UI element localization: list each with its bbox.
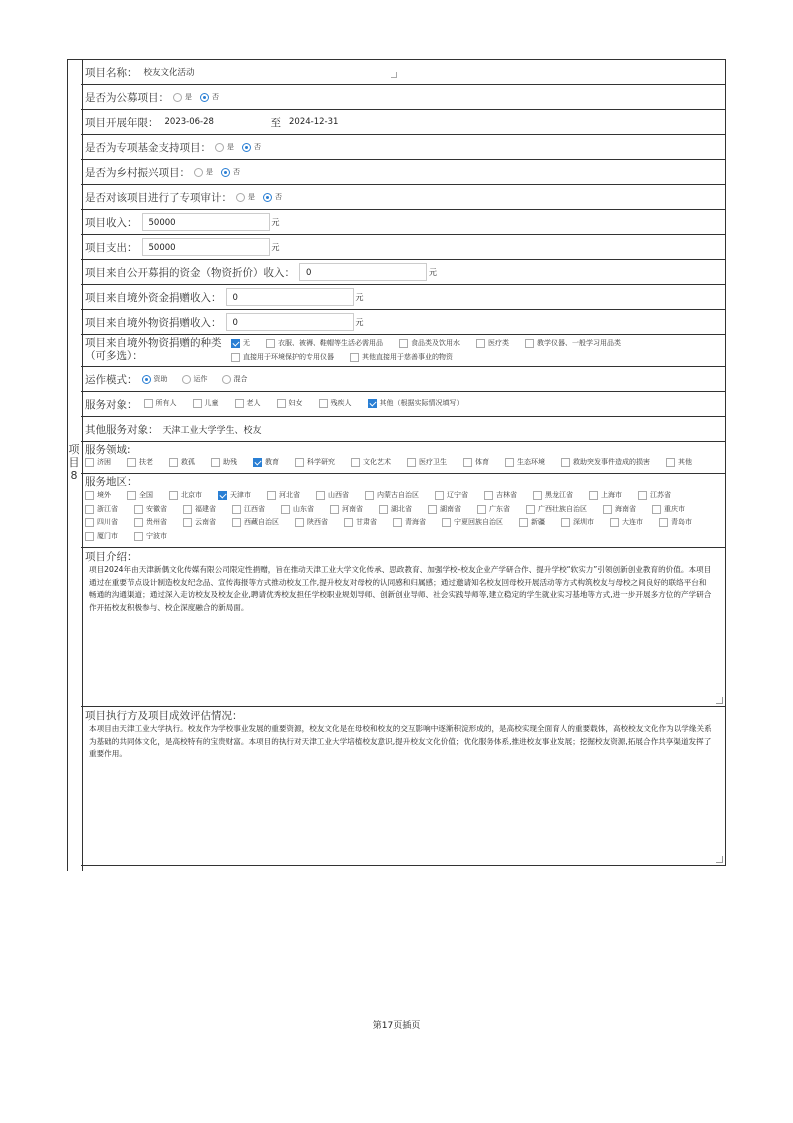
service-domain-checkbox[interactable] <box>169 458 178 467</box>
service-region-checkbox[interactable] <box>85 518 94 527</box>
service-region-option[interactable] <box>471 503 514 517</box>
service-region-option-label: 贵州省 <box>146 518 167 526</box>
service-target-option-label: 残疾人 <box>330 399 352 408</box>
goods-type-option[interactable] <box>225 337 254 351</box>
expense-label: 项目支出： <box>85 241 138 254</box>
service-region-option-label: 大连市 <box>622 518 643 526</box>
service-region-option-label: 湖北省 <box>391 504 412 513</box>
service-region-option[interactable] <box>646 503 689 517</box>
operation-mode-option-label: 混合 <box>233 375 248 383</box>
service-target-row <box>81 392 725 417</box>
project-index-label: 项 目 8 <box>68 443 80 482</box>
service-region-option[interactable] <box>226 503 269 517</box>
service-target-option[interactable] <box>229 397 265 411</box>
rural-yes-label: 是 <box>206 168 213 176</box>
project-intro-textarea[interactable]: 项目2024年由天津新偶文化传媒有限公司限定性捐赠，旨在推动天津工业大学文化传承、思政教育、加强学校-校友企业产学研合作、提升学校“软实力”引领创新创业教育的价值。本项目通过在重要节点设计制造校友纪念品、宣传海报等方式推动校友工作,提升校友对母校的认同感和归属感；通过邀请知名校友回母校开展活动等方式构筑校友与母校之间良好的联络平台和畅通的沟通渠道；通过深入走访校友及校友企业,聘请优秀校友担任学校职业规划导师、创新创业导师、社会实践导师等,建立稳定的学生就业实习基地等方式,进一步开展多方位的产学研合作开拓校友积极参与、校企深度融合的新局面。 <box>89 565 712 612</box>
service-region-checkbox[interactable] <box>533 491 542 500</box>
service-domain-checkbox[interactable] <box>127 458 136 467</box>
goods-type-checkbox[interactable] <box>525 339 534 348</box>
operation-mode-options <box>138 373 258 385</box>
service-target-option-label: 其他（根据实际情况填写） <box>379 399 464 408</box>
operation-mode-row <box>81 367 725 392</box>
eval-resize-handle-icon[interactable] <box>716 856 723 863</box>
service-region-checkbox[interactable] <box>183 518 192 527</box>
service-region-option-label: 内蒙古自治区 <box>377 491 419 499</box>
service-domain-option[interactable] <box>81 456 115 470</box>
service-region-option-label: 西藏自治区 <box>244 518 279 526</box>
audit-no-label: 否 <box>275 193 282 201</box>
audit-label: 是否对该项目进行了专项审计： <box>85 191 232 204</box>
service-region-checkbox[interactable] <box>435 491 444 500</box>
service-region-option-label: 天津市 <box>230 491 251 499</box>
service-target-label: 服务对象： <box>85 398 138 411</box>
intro-resize-handle-icon[interactable] <box>716 697 723 704</box>
special-audit-row <box>81 185 725 210</box>
service-domain-checkbox[interactable] <box>666 458 675 467</box>
service-region-option-label: 山西省 <box>328 491 349 499</box>
service-region-line-1 <box>81 489 725 503</box>
service-region-option-label: 青海省 <box>405 518 426 526</box>
service-region-line-3 <box>81 516 725 530</box>
service-domain-option-label: 救孤 <box>181 458 195 466</box>
expense-unit: 元 <box>271 242 280 252</box>
goods-type-option[interactable] <box>225 351 338 365</box>
goods-type-line-2 <box>225 351 631 365</box>
service-region-option[interactable] <box>632 489 675 503</box>
service-region-option-label: 重庆市 <box>664 504 685 513</box>
service-region-option[interactable] <box>555 516 598 530</box>
service-region-checkbox[interactable] <box>589 491 598 500</box>
service-region-option-label: 安徽省 <box>146 504 167 513</box>
income-unit: 元 <box>271 217 280 227</box>
service-region-checkbox[interactable] <box>85 532 94 541</box>
service-region-checkbox[interactable] <box>638 491 647 500</box>
service-region-option-label: 全国 <box>139 491 153 499</box>
service-region-checkbox[interactable] <box>316 491 325 500</box>
public-income-unit: 元 <box>429 267 437 277</box>
service-region-option[interactable] <box>478 489 521 503</box>
service-region-checkbox[interactable] <box>232 518 241 527</box>
income-input[interactable]: 50000 <box>142 213 270 231</box>
overseas-fund-row <box>81 285 725 310</box>
goods-type-option[interactable] <box>519 337 625 351</box>
service-domain-checkbox[interactable] <box>463 458 472 467</box>
other-target-value[interactable]: 天津工业大学学生、校友 <box>162 425 262 436</box>
service-region-checkbox[interactable] <box>379 505 388 514</box>
service-region-checkbox[interactable] <box>393 518 402 527</box>
service-target-option-label: 老人 <box>246 399 261 408</box>
service-region-option-label: 新疆 <box>531 518 545 526</box>
service-region-option-label: 厦门市 <box>97 531 118 540</box>
project-period-label: 项目开展年限： <box>85 116 159 129</box>
expense-row <box>81 235 725 260</box>
service-domain-option[interactable] <box>289 456 339 470</box>
overseas-goods-unit: 元 <box>355 317 364 327</box>
income-label: 项目收入： <box>85 216 138 229</box>
service-region-checkbox[interactable] <box>295 518 304 527</box>
service-region-checkbox[interactable] <box>85 491 94 500</box>
service-target-option-label: 儿童 <box>204 399 219 408</box>
service-region-option[interactable] <box>359 489 423 503</box>
service-region-option[interactable] <box>653 516 696 530</box>
service-region-option-label: 福建省 <box>195 504 216 513</box>
service-target-option-label: 妇女 <box>288 399 303 408</box>
public-fundraising-row <box>81 85 725 110</box>
service-region-checkbox[interactable] <box>652 505 661 514</box>
public-no-label: 否 <box>212 93 219 101</box>
service-domain-checkbox[interactable] <box>505 458 514 467</box>
service-target-checkbox[interactable] <box>319 399 328 408</box>
service-target-checkbox[interactable] <box>368 399 377 408</box>
service-region-checkbox[interactable] <box>561 518 570 527</box>
service-domain-option[interactable] <box>660 456 696 470</box>
special-fund-row <box>81 135 725 160</box>
service-domain-option[interactable] <box>345 456 395 470</box>
service-region-option-label: 浙江省 <box>97 504 118 513</box>
audit-yes-radio[interactable] <box>236 193 245 202</box>
service-region-option[interactable] <box>81 489 115 503</box>
service-region-option[interactable] <box>128 516 171 530</box>
service-domain-option-label: 其他 <box>678 458 692 466</box>
service-region-checkbox[interactable] <box>330 505 339 514</box>
service-domain-option[interactable] <box>457 456 493 470</box>
service-region-option-label: 宁波市 <box>146 531 167 540</box>
goods-type-option[interactable] <box>470 337 513 351</box>
project-name-label: 项目名称： <box>85 66 138 79</box>
page-footer: 第17页插页 <box>372 1021 421 1031</box>
service-region-option-label: 辽宁省 <box>447 491 468 499</box>
goods-type-options <box>225 337 631 364</box>
overseas-goods-row <box>81 310 725 335</box>
goods-type-checkbox[interactable] <box>350 353 359 362</box>
service-region-checkbox[interactable] <box>477 505 486 514</box>
service-target-option[interactable] <box>271 397 307 411</box>
project-name-value[interactable]: 校友文化活动 <box>143 68 195 78</box>
service-domain-option[interactable] <box>121 456 157 470</box>
service-region-checkbox[interactable] <box>169 491 178 500</box>
special-fund-label: 是否为专项基金支持项目： <box>85 141 211 154</box>
expense-input[interactable]: 50000 <box>142 238 270 256</box>
service-domain-option-label: 助残 <box>223 458 237 466</box>
service-region-option-label: 江西省 <box>244 504 265 513</box>
service-region-option[interactable] <box>81 516 122 530</box>
service-region-line-2 <box>81 503 725 517</box>
audit-yes-label: 是 <box>248 193 255 201</box>
service-region-checkbox[interactable] <box>610 518 619 527</box>
goods-type-option-label: 教学仪器、一般学习用品类 <box>537 339 621 347</box>
service-region-option-label: 河北省 <box>279 491 300 499</box>
operation-mode-radio[interactable] <box>222 375 231 384</box>
rural-yes-radio[interactable] <box>194 168 203 177</box>
goods-type-row <box>81 335 725 367</box>
service-target-checkbox[interactable] <box>144 399 153 408</box>
project-eval-label: 项目执行方及项目成效评估情况： <box>85 710 243 722</box>
fund-no-label: 否 <box>254 143 261 151</box>
service-region-option-label: 青岛市 <box>671 518 692 526</box>
service-region-option[interactable] <box>212 489 255 503</box>
service-domain-option[interactable] <box>555 456 654 470</box>
service-region-row <box>81 474 725 548</box>
overseas-fund-input[interactable]: 0 <box>226 288 354 306</box>
service-region-option[interactable] <box>373 503 416 517</box>
service-region-option[interactable] <box>338 516 381 530</box>
other-target-label: 其他服务对象： <box>85 423 159 436</box>
service-domain-option-label: 生态环境 <box>517 458 545 466</box>
service-region-checkbox[interactable] <box>428 505 437 514</box>
project-intro-label: 项目介绍： <box>85 551 138 563</box>
service-region-option-label: 北京市 <box>181 491 202 499</box>
service-domain-option[interactable] <box>205 456 241 470</box>
goods-type-label: 项目来自境外物资捐赠的种类 <box>85 337 222 349</box>
service-target-option[interactable] <box>187 397 223 411</box>
service-region-option-label: 境外 <box>97 491 111 499</box>
service-region-label: 服务地区： <box>85 476 138 488</box>
goods-type-label-block <box>85 337 225 363</box>
service-region-option-label: 陕西省 <box>307 518 328 526</box>
service-region-option-label: 广东省 <box>489 504 510 513</box>
service-domain-checkbox[interactable] <box>85 458 94 467</box>
public-income-label: 项目来自公开募捐的资金（物资折价）收入： <box>85 266 295 279</box>
service-target-option[interactable] <box>362 397 468 411</box>
overseas-goods-label: 项目来自境外物资捐赠收入： <box>85 316 222 329</box>
service-region-checkbox[interactable] <box>365 491 374 500</box>
service-target-options <box>138 397 474 411</box>
service-region-checkbox[interactable] <box>218 491 227 500</box>
operation-mode-option[interactable] <box>178 373 212 385</box>
service-region-option[interactable] <box>583 489 626 503</box>
end-date-field[interactable]: 2024-12-31 <box>289 117 339 127</box>
service-domain-option[interactable] <box>499 456 549 470</box>
service-region-option[interactable] <box>177 503 220 517</box>
service-region-checkbox[interactable] <box>134 505 143 514</box>
operation-mode-radio[interactable] <box>182 375 191 384</box>
fund-yes-label: 是 <box>227 143 234 151</box>
other-target-row <box>81 417 725 442</box>
service-region-option[interactable] <box>387 516 430 530</box>
goods-type-hint: （可多选）： <box>85 350 143 362</box>
service-region-option-label: 上海市 <box>601 491 622 499</box>
public-yes-label: 是 <box>185 93 192 101</box>
rural-no-radio[interactable] <box>221 168 230 177</box>
rural-no-label: 否 <box>233 168 240 176</box>
service-domain-option-label: 文化艺术 <box>363 458 391 466</box>
service-region-option-label: 四川省 <box>97 518 118 526</box>
service-region-option[interactable] <box>128 530 171 544</box>
service-region-option-label: 海南省 <box>615 504 636 513</box>
service-domain-checkbox[interactable] <box>295 458 304 467</box>
service-target-checkbox[interactable] <box>235 399 244 408</box>
service-domain-checkbox[interactable] <box>253 458 262 467</box>
start-date-field[interactable]: 2023-06-28 <box>164 117 214 127</box>
service-region-option-label: 宁夏回族自治区 <box>454 518 503 526</box>
operation-mode-radio[interactable] <box>142 375 151 384</box>
goods-type-option-label: 其他直接用于慈善事业的物资 <box>362 352 453 361</box>
goods-type-option-label: 医疗类 <box>488 339 509 347</box>
service-target-checkbox[interactable] <box>193 399 202 408</box>
service-domain-option[interactable] <box>163 456 199 470</box>
goods-type-option-label: 食品类及饮用水 <box>411 339 460 347</box>
service-region-checkbox[interactable] <box>267 491 276 500</box>
resize-handle-icon[interactable] <box>391 72 397 78</box>
service-region-checkbox[interactable] <box>603 505 612 514</box>
overseas-fund-label: 项目来自境外资金捐赠收入： <box>85 291 222 304</box>
service-domain-option-label: 扶老 <box>139 458 153 466</box>
service-region-option-label: 深圳市 <box>573 518 594 526</box>
service-region-line-4 <box>81 530 725 544</box>
service-domain-option-label: 医疗卫生 <box>419 458 447 466</box>
service-region-checkbox[interactable] <box>127 491 136 500</box>
goods-type-checkbox[interactable] <box>266 339 275 348</box>
service-domain-checkbox[interactable] <box>407 458 416 467</box>
service-domain-option-label: 济困 <box>97 458 111 466</box>
income-row <box>81 210 725 235</box>
goods-type-checkbox[interactable] <box>231 353 240 362</box>
service-region-option[interactable] <box>310 489 353 503</box>
goods-type-option[interactable] <box>344 351 457 365</box>
service-region-checkbox[interactable] <box>134 518 143 527</box>
service-target-option[interactable] <box>313 397 356 411</box>
service-domain-option-label: 体育 <box>475 458 489 466</box>
project-form <box>67 59 726 866</box>
service-region-option-label: 云南省 <box>195 518 216 526</box>
operation-mode-option[interactable] <box>218 373 252 385</box>
service-region-option[interactable] <box>520 503 591 517</box>
project-period-row <box>81 110 725 135</box>
goods-type-checkbox[interactable] <box>399 339 408 348</box>
goods-type-option[interactable] <box>393 337 464 351</box>
service-region-option-label: 湖南省 <box>440 504 461 513</box>
goods-type-option-label: 衣服、被褥、鞋帽等生活必需用品 <box>278 339 383 347</box>
service-domain-option[interactable] <box>401 456 451 470</box>
goods-type-checkbox[interactable] <box>476 339 485 348</box>
service-region-checkbox[interactable] <box>659 518 668 527</box>
service-domain-checkbox[interactable] <box>561 458 570 467</box>
goods-type-option-label: 无 <box>243 339 250 347</box>
service-region-option[interactable] <box>226 516 283 530</box>
service-region-option-label: 广西壮族自治区 <box>538 504 587 513</box>
service-domain-options <box>81 456 725 470</box>
service-region-checkbox[interactable] <box>484 491 493 500</box>
operation-mode-option[interactable] <box>138 373 172 385</box>
operation-mode-option-label: 资助 <box>153 375 168 383</box>
service-region-option[interactable] <box>289 516 332 530</box>
public-income-input[interactable]: 0 <box>299 263 427 281</box>
service-region-option[interactable] <box>422 503 465 517</box>
service-region-checkbox[interactable] <box>519 518 528 527</box>
service-domain-option-label: 教育 <box>265 458 279 466</box>
overseas-fund-unit: 元 <box>355 292 364 302</box>
service-region-checkbox[interactable] <box>526 505 535 514</box>
service-region-option[interactable] <box>597 503 640 517</box>
goods-type-option[interactable] <box>260 337 387 351</box>
service-target-option-label: 所有人 <box>155 399 177 408</box>
service-target-checkbox[interactable] <box>277 399 286 408</box>
rural-label: 是否为乡村振兴项目： <box>85 166 190 179</box>
service-region-option[interactable] <box>163 489 206 503</box>
service-region-option[interactable] <box>128 503 171 517</box>
service-region-option[interactable] <box>81 503 122 517</box>
fund-yes-radio[interactable] <box>215 143 224 152</box>
fund-no-radio[interactable] <box>242 143 251 152</box>
service-region-option[interactable] <box>177 516 220 530</box>
service-domain-row <box>81 442 725 474</box>
service-region-option-label: 黑龙江省 <box>545 491 573 499</box>
public-fundraising-label: 是否为公募项目： <box>85 91 169 104</box>
public-income-row <box>81 260 725 285</box>
rural-revitalization-row <box>81 160 725 185</box>
operation-mode-label: 运作模式： <box>85 373 138 386</box>
project-eval-row <box>81 707 725 866</box>
service-domain-checkbox[interactable] <box>211 458 220 467</box>
service-domain-option-label: 救助突发事件造成的损害 <box>573 458 650 466</box>
service-region-option-label: 吉林省 <box>496 491 517 499</box>
service-domain-label: 服务领域: <box>85 444 131 456</box>
project-name-row <box>81 60 725 85</box>
service-region-checkbox[interactable] <box>85 505 94 514</box>
goods-type-checkbox[interactable] <box>231 339 240 348</box>
service-region-option[interactable] <box>121 489 157 503</box>
service-target-option[interactable] <box>138 397 181 411</box>
service-region-option-label: 江苏省 <box>650 491 671 499</box>
service-region-option[interactable] <box>429 489 472 503</box>
project-intro-row <box>81 548 725 707</box>
service-region-option[interactable] <box>275 503 318 517</box>
service-region-option[interactable] <box>604 516 647 530</box>
goods-type-line-1 <box>225 337 631 351</box>
goods-type-option-label: 直接用于环境保护的专用仪器 <box>243 352 334 361</box>
service-region-option[interactable] <box>324 503 367 517</box>
service-region-option[interactable] <box>261 489 304 503</box>
public-no-radio[interactable] <box>200 93 209 102</box>
service-region-option[interactable] <box>81 530 122 544</box>
service-domain-option[interactable] <box>247 456 283 470</box>
public-yes-radio[interactable] <box>173 93 182 102</box>
service-region-checkbox[interactable] <box>183 505 192 514</box>
service-region-checkbox[interactable] <box>134 532 143 541</box>
service-domain-option-label: 科学研究 <box>307 458 335 466</box>
service-region-checkbox[interactable] <box>281 505 290 514</box>
service-region-option-label: 山东省 <box>293 504 314 513</box>
overseas-goods-input[interactable]: 0 <box>226 313 354 331</box>
operation-mode-option-label: 运作 <box>193 375 208 383</box>
service-region-checkbox[interactable] <box>232 505 241 514</box>
service-region-option[interactable] <box>436 516 507 530</box>
service-region-option[interactable] <box>513 516 549 530</box>
audit-no-radio[interactable] <box>263 193 272 202</box>
service-region-option-label: 河南省 <box>342 504 363 513</box>
service-region-checkbox[interactable] <box>344 518 353 527</box>
service-region-option[interactable] <box>527 489 577 503</box>
project-eval-textarea[interactable]: 本项目由天津工业大学执行。校友作为学校事业发展的重要资源，校友文化是在母校和校友的交互影响中逐渐积淀形成的，是高校实现全面育人的重要载体，高校校友文化作为以学缘关系为基础的共同体文化，是高校特有的宝贵财富。本项目的执行对天津工业大学培植校友意识,提升校友文化价值；优化服务体系,推进校友事业发展；挖掘校友资源,拓展合作共享渠道发挥了重要作用。 <box>89 724 712 758</box>
service-domain-checkbox[interactable] <box>351 458 360 467</box>
period-to-label: 至 <box>270 116 281 129</box>
service-region-option-label: 甘肃省 <box>356 518 377 526</box>
service-region-checkbox[interactable] <box>442 518 451 527</box>
